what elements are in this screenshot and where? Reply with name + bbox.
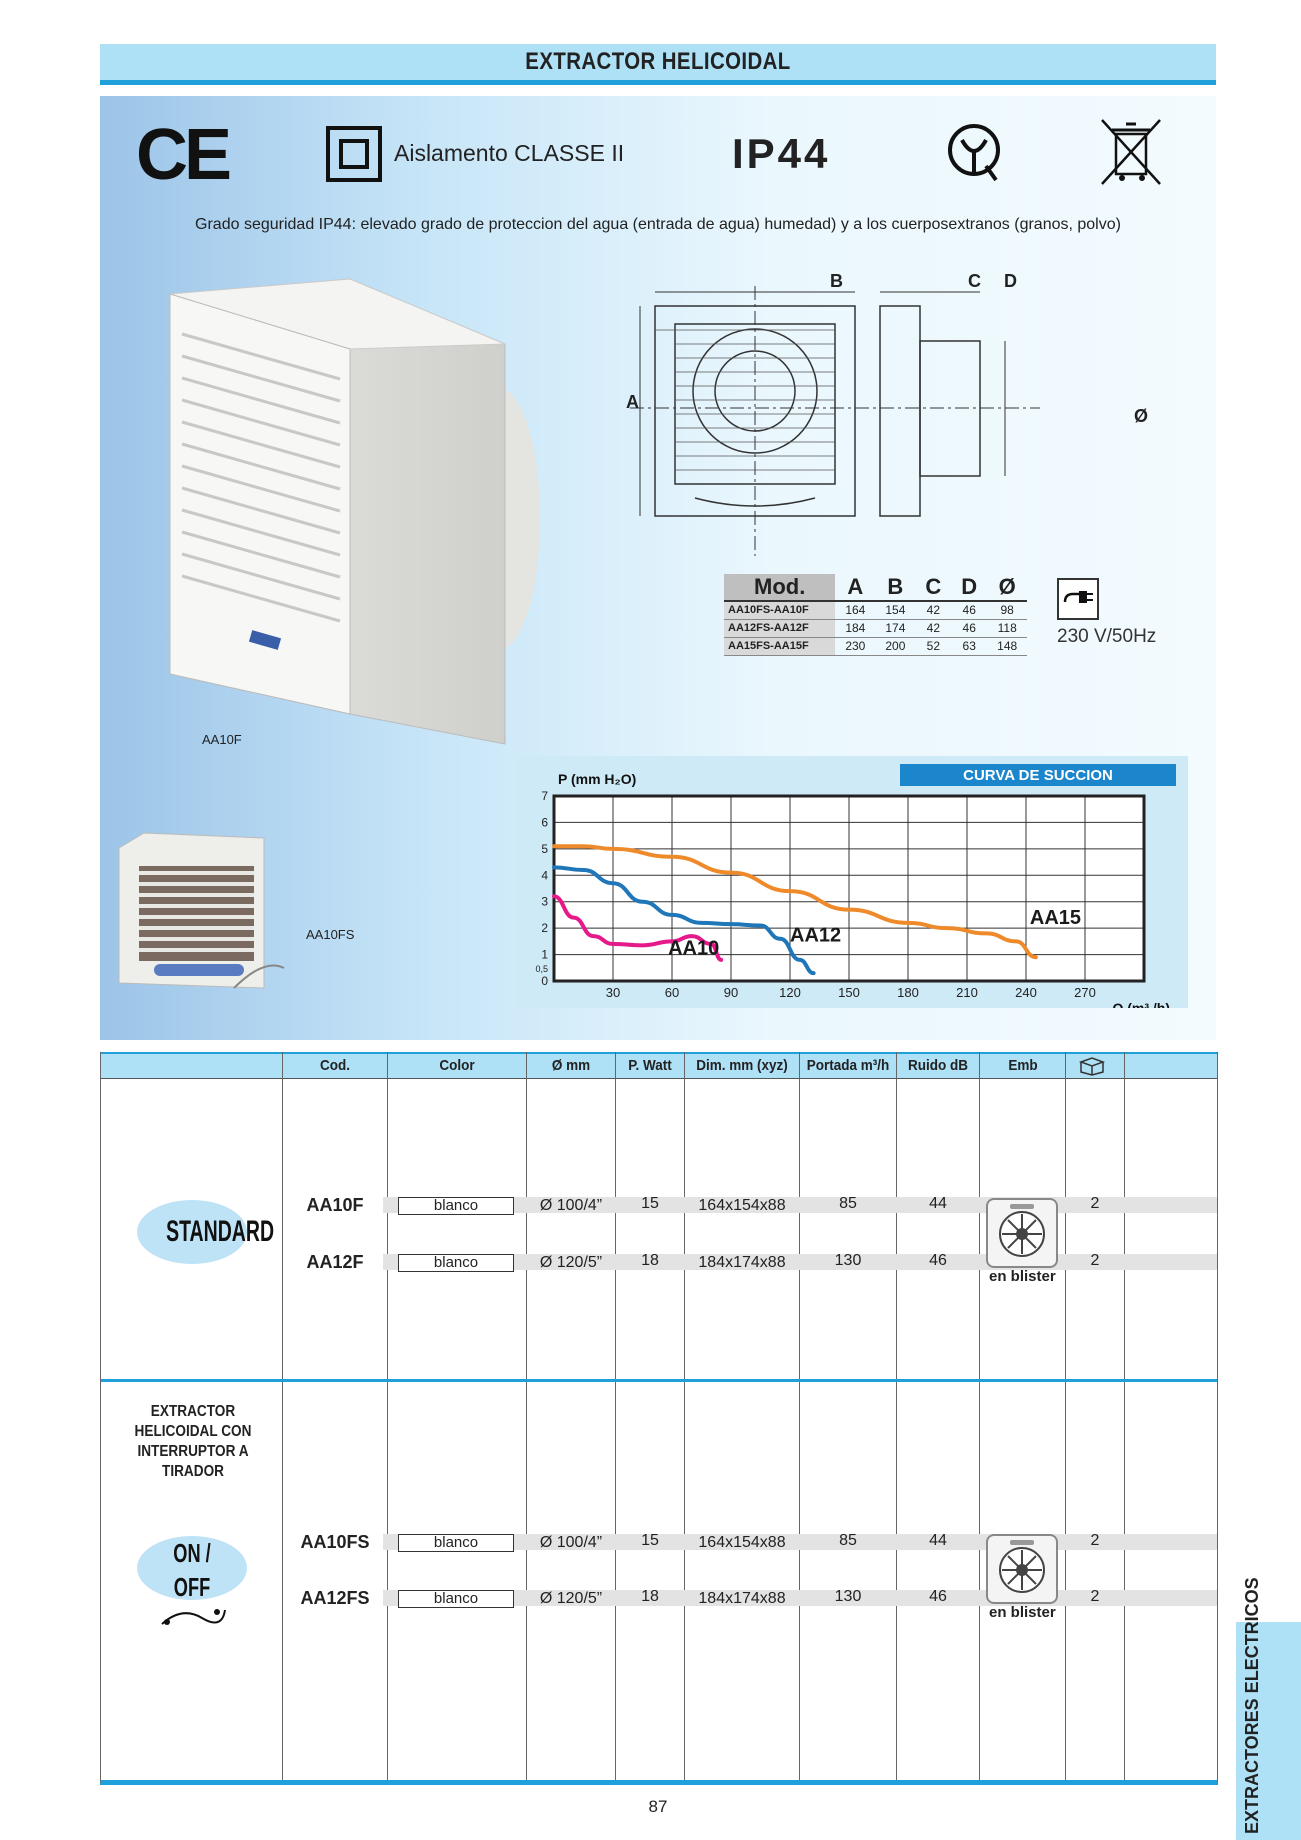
watt-value: 18 — [641, 1588, 659, 1605]
dim-header: B — [875, 574, 915, 601]
dim-label-c: C — [968, 271, 981, 291]
dim-cell: 42 — [915, 620, 951, 638]
pull-cord-icon — [157, 1604, 227, 1628]
dim-cell: 230 — [835, 638, 875, 656]
model-cell: AA12FS-AA12F — [724, 620, 835, 638]
noise-value: 44 — [929, 1532, 947, 1549]
diameter-value: Ø 100/4” — [539, 1534, 603, 1551]
insulation-label: Aislamento CLASSE II — [394, 140, 625, 166]
flow-value: 130 — [834, 1588, 862, 1605]
watt-value: 15 — [641, 1195, 659, 1212]
diameter-value: Ø 120/5” — [539, 1590, 603, 1607]
product-table — [100, 1052, 1218, 1785]
qty-value: 2 — [1090, 1195, 1100, 1212]
diameter-value: Ø 120/5” — [539, 1254, 603, 1271]
dim-value: 184x174x88 — [698, 1254, 786, 1271]
small-product-label: AA10FS — [306, 927, 355, 942]
y-axis-label: P (mm H₂O) — [558, 771, 637, 787]
blister-pack-icon — [986, 1198, 1058, 1268]
x-tick-label: 90 — [723, 985, 739, 1000]
x-tick-label: 60 — [664, 985, 680, 1000]
dim-cell: 174 — [875, 620, 915, 638]
header-flow: Portada m³/h — [806, 1057, 890, 1074]
qty-value: 2 — [1090, 1532, 1100, 1549]
dim-label-a: A — [626, 392, 639, 412]
dim-value: 184x174x88 — [698, 1590, 786, 1607]
dim-header: Mod. — [724, 574, 835, 601]
series-label-aa15: AA15 — [1029, 907, 1082, 930]
noise-value: 46 — [929, 1252, 947, 1269]
dim-cell: 200 — [875, 638, 915, 656]
dim-cell: 46 — [951, 601, 987, 620]
dim-cell: 148 — [987, 638, 1027, 656]
dim-value: 164x154x88 — [698, 1197, 786, 1214]
dim-cell: 63 — [951, 638, 987, 656]
noise-value: 46 — [929, 1588, 947, 1605]
header-noise: Ruido dB — [908, 1057, 968, 1074]
header-emb: Emb — [1008, 1057, 1038, 1074]
dim-cell: 164 — [835, 601, 875, 620]
page-title: EXTRACTOR HELICOIDAL — [525, 48, 791, 75]
header-watt: P. Watt — [628, 1057, 672, 1074]
side-tab-label: EXTRACTORES ELECTRICOS — [1242, 1577, 1262, 1834]
x-tick-label: 150 — [838, 985, 860, 1000]
x-axis-label: Q (m³ /h) — [1112, 1000, 1170, 1008]
watt-value: 18 — [641, 1252, 659, 1269]
standard-badge: STANDARD — [137, 1200, 247, 1264]
chart-svg — [516, 756, 1188, 1008]
dim-cell: 184 — [835, 620, 875, 638]
color-value: blanco — [398, 1590, 514, 1608]
y-tick-label: 7 — [541, 789, 548, 803]
section-separator — [101, 1379, 1217, 1382]
y-tick-label: 0,5 — [535, 963, 548, 974]
x-tick-label: 120 — [779, 985, 801, 1000]
y-tick-label: 1 — [541, 947, 548, 962]
y-tick-label: 5 — [541, 841, 548, 856]
dim-header: A — [835, 574, 875, 601]
header-diameter: Ø mm — [551, 1057, 591, 1074]
ce-mark-icon: CE — [136, 115, 229, 195]
qty-value: 2 — [1090, 1252, 1100, 1269]
series-label-aa10: AA10 — [668, 937, 720, 960]
blister-pack-icon — [986, 1534, 1058, 1604]
table-header — [101, 1052, 1217, 1079]
x-tick-label: 210 — [956, 985, 978, 1000]
ip-rating: IP44 — [732, 130, 831, 177]
plug-icon — [1057, 578, 1099, 620]
chart-title: CURVA DE SUCCION — [963, 767, 1113, 784]
small-fan-image — [114, 828, 304, 998]
x-tick-label: 240 — [1015, 985, 1037, 1000]
dim-label-b: B — [830, 271, 843, 291]
double-insulation-icon — [326, 126, 382, 182]
dimensions-table — [724, 574, 1027, 656]
model-cell: AA15FS-AA15F — [724, 638, 835, 656]
packaging-label: en blister — [989, 1268, 1056, 1285]
header-cod: Cod. — [319, 1057, 350, 1074]
color-value: blanco — [398, 1197, 514, 1215]
imq-icon — [946, 122, 1008, 184]
title-bar — [100, 44, 1216, 85]
header-dim: Dim. mm (xyz) — [696, 1057, 788, 1074]
table-row — [724, 638, 1027, 656]
page-number: 87 — [648, 1797, 668, 1816]
suction-curve-chart — [516, 756, 1188, 1008]
x-tick-label: 30 — [605, 985, 621, 1000]
color-value: blanco — [398, 1534, 514, 1552]
box-icon — [1077, 1056, 1107, 1076]
color-value: blanco — [398, 1254, 514, 1272]
dim-value: 164x154x88 — [698, 1534, 786, 1551]
series-label-aa12: AA12 — [790, 924, 842, 947]
voltage-label: 230 V/50Hz — [1057, 626, 1157, 647]
dim-label-d: D — [1004, 271, 1017, 291]
dim-cell: 46 — [951, 620, 987, 638]
x-tick-label: 180 — [897, 985, 919, 1000]
y-tick-label: 3 — [541, 894, 548, 909]
table-row — [724, 620, 1027, 638]
dim-cell: 154 — [875, 601, 915, 620]
diameter-value: Ø 100/4” — [539, 1197, 603, 1214]
watt-value: 15 — [641, 1532, 659, 1549]
y-tick-label: 6 — [541, 815, 548, 830]
y-tick-label: 0 — [541, 974, 548, 988]
section-title: EXTRACTOR HELICOIDAL CON INTERRUPTOR A TIRADOR — [134, 1403, 252, 1480]
side-tab — [1236, 1577, 1301, 1840]
main-product-label: AA10F — [202, 732, 242, 747]
header-color: Color — [439, 1057, 475, 1074]
dim-header: C — [915, 574, 951, 601]
table-row — [724, 601, 1027, 620]
flow-value: 85 — [839, 1532, 857, 1549]
dim-cell: 42 — [915, 601, 951, 620]
flow-value: 130 — [834, 1252, 862, 1269]
weee-bin-icon — [1100, 118, 1162, 186]
dim-cell: 52 — [915, 638, 951, 656]
main-fan-image — [160, 274, 550, 754]
packaging-label: en blister — [989, 1604, 1056, 1621]
dim-label-diameter: Ø — [1134, 406, 1149, 426]
dim-header: Ø — [987, 574, 1027, 601]
technical-drawing — [620, 266, 1180, 566]
flow-value: 85 — [839, 1195, 857, 1212]
onoff-badge: ON / OFF — [137, 1536, 247, 1600]
qty-value: 2 — [1090, 1588, 1100, 1605]
product-code: AA10FS — [300, 1532, 370, 1552]
y-tick-label: 4 — [541, 868, 548, 883]
hero-panel — [100, 96, 1216, 1040]
product-code: AA12F — [306, 1252, 364, 1272]
x-tick-label: 270 — [1074, 985, 1096, 1000]
dim-cell: 118 — [987, 620, 1027, 638]
product-code: AA12FS — [300, 1588, 370, 1608]
product-code: AA10F — [306, 1195, 364, 1215]
safety-note: Grado seguridad IP44: elevado grado de proteccion del agua (entrada de agua) humedad) y a los cuerposextranos (granos, polvo) — [195, 216, 1121, 233]
y-tick-label: 2 — [541, 921, 548, 936]
model-cell: AA10FS-AA10F — [724, 601, 835, 620]
noise-value: 44 — [929, 1195, 947, 1212]
dim-cell: 98 — [987, 601, 1027, 620]
dim-header: D — [951, 574, 987, 601]
